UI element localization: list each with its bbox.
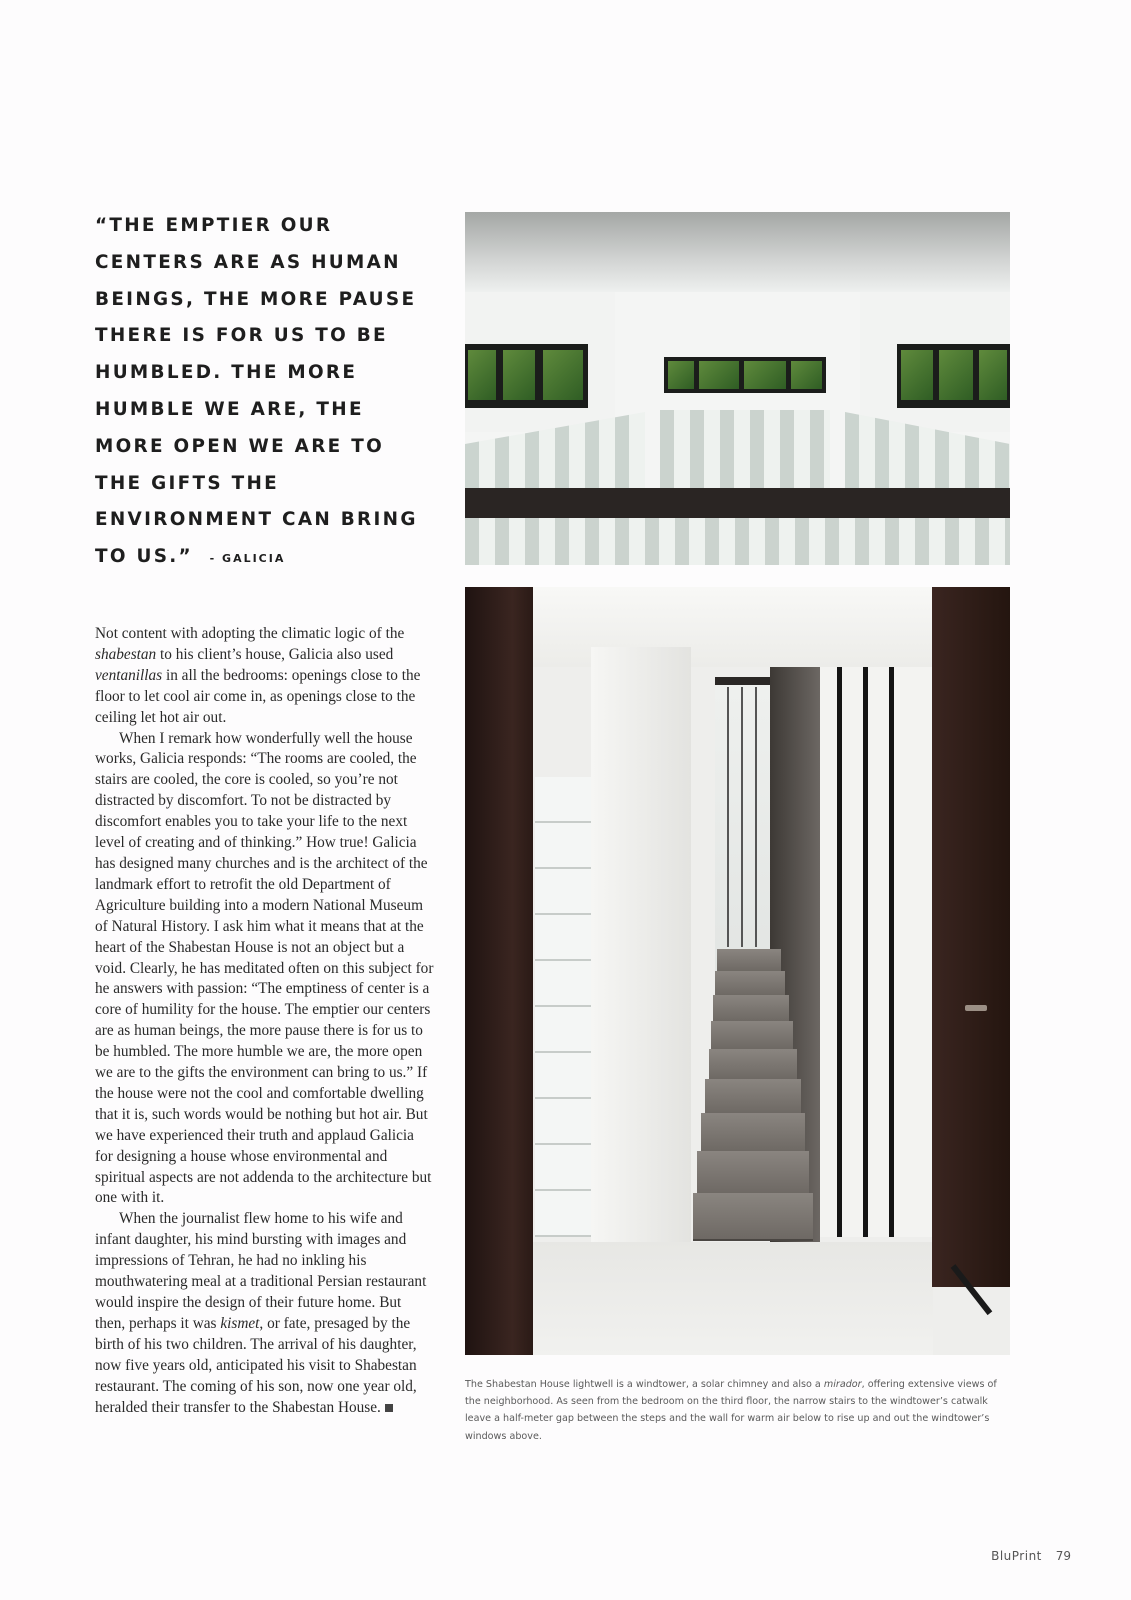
photo-windtower-stairs bbox=[465, 587, 1010, 1355]
term-shabestan: shabestan bbox=[95, 645, 157, 663]
pull-quote-text: “THE EMPTIER OUR CENTERS ARE AS HUMAN BEINGS, THE MORE PAUSE THERE IS FOR US TO BE HUMBLED. THE MORE HUMBLE WE ARE, THE MORE OPEN WE ARE TO THE GIFTS THE ENVIRONMENT CAN BRING TO US.” bbox=[95, 215, 418, 568]
photo-caption bbox=[465, 1376, 1010, 1445]
paragraph-3-text-a: When the journalist flew home to his wife and infant daughter, his mind bursting with images and impressions of Tehran, he had no inkling his mouthwatering meal at a traditional Persian restaurant would inspire the design of their future home. But then, perhaps it was bbox=[95, 1210, 427, 1332]
caption-text-a: The Shabestan House lightwell is a windtower, a solar chimney and also a bbox=[465, 1379, 824, 1390]
paragraph-1-text-b: to his client’s house, Galicia also used bbox=[156, 645, 394, 663]
end-mark-icon bbox=[385, 1404, 393, 1412]
pull-quote-attribution: - GALICIA bbox=[209, 552, 286, 566]
glass-block-wall bbox=[535, 777, 591, 1237]
paragraph-3-text-b: , or fate, presaged by the birth of his two children. The arrival of his daughter, now five years old, anticipated his visit to Shabestan restaurant. The coming of his son, now one year old, heralded their transfer to the Shabestan House. bbox=[95, 1314, 417, 1416]
page-footer bbox=[991, 1549, 1071, 1563]
door-left bbox=[465, 587, 533, 1355]
paragraph-1-text-c: in all the bedrooms: openings close to the floor to let cool air come in, as openings close to the ceiling let hot air out. bbox=[95, 666, 421, 726]
door-handle bbox=[965, 1005, 987, 1011]
paragraph-1 bbox=[95, 624, 435, 729]
caption-text-b: , offering extensive views of the neighborhood. As seen from the bedroom on the third floor, the narrow stairs to the windtower’s catwalk leave a half-meter gap between the steps and the wall for warm air below to rise up and out the windtower’s windows above. bbox=[465, 1379, 997, 1442]
term-mirador: mirador bbox=[823, 1379, 862, 1390]
photo-lightwell-top bbox=[465, 212, 1010, 565]
page-number: 79 bbox=[1055, 1549, 1071, 1563]
paragraph-2: When I remark how wonderfully well the house works, Galicia responds: “The rooms are cooled, the stairs are cooled, the core is cooled, so you’re not distracted by discomfort. To not be distracted by discomfort enables you to take your life to the next level of creating and of thinking.” How true! Galicia has designed many churches and is the architect of the landmark effort to retrofit the old Department of Agriculture building into a modern National Museum of Natural History. I ask him what it means that at the heart of the Shabestan House is not an object but a void. Clearly, he has meditated often on this subject for he answers with passion: “The emptiness of center is a core of humility for the house. The emptier our centers are as human beings, the more pause there is for us to be humbled. The more humble we are, the more open we are to the gifts the environment can bring to us.” If the house were not the cool and comfortable dwelling that it is, such words would be nothing but hot air. But we have experienced their truth and applaud Galicia for designing a house whose environmental and spiritual aspects are not addenda to the architecture but one with it. bbox=[95, 729, 434, 1207]
pull-quote bbox=[95, 208, 440, 578]
term-ventanillas: ventanillas bbox=[95, 666, 163, 684]
photo-ceiling bbox=[465, 212, 1010, 292]
paragraph-3 bbox=[95, 1209, 435, 1418]
door-right bbox=[932, 587, 1010, 1287]
magazine-brand: BluPrint bbox=[991, 1549, 1042, 1563]
paragraph-1-text-a: Not content with adopting the climatic logic of the bbox=[95, 625, 405, 642]
article-body bbox=[95, 624, 435, 1418]
term-kismet: kismet bbox=[220, 1314, 260, 1332]
